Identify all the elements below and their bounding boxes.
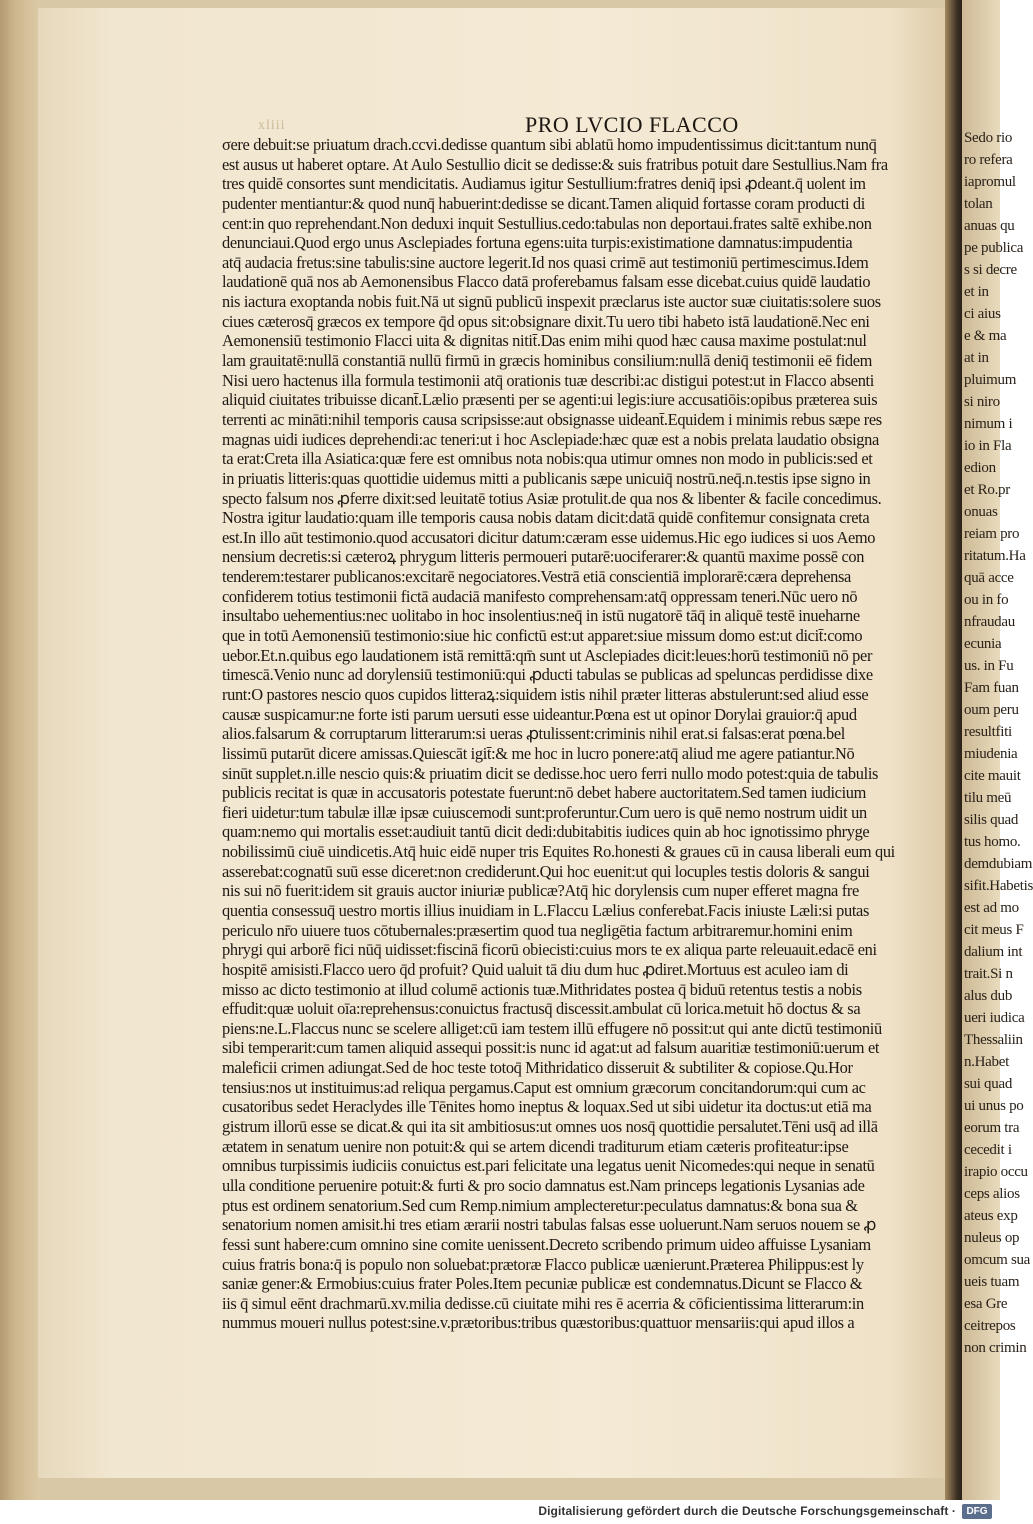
page-stack-edge bbox=[0, 0, 40, 1500]
text-line: effudit:quæ uoluit oīa:reprehensus:conuictus fractusq̄ discessit.ambulat cū lorica.metuit hō doctus & sa bbox=[222, 999, 861, 1019]
facing-page-fragment: irapio occu bbox=[964, 1164, 1028, 1180]
facing-page-fragment: ro refera bbox=[964, 152, 1013, 168]
text-line: omnibus turpissimis iudiciis conuictus est.pari felicitate una legatus uenit Nicomedes:qui neque in senatū bbox=[222, 1156, 875, 1176]
text-line: cuius fratris bona:q̄ is populo non soluebat:prætoræ Flacco publicæ uænierunt.Præterea Philippus:est ly bbox=[222, 1254, 864, 1274]
text-line: iis q̄ simul eēnt drachmarū.xv.milia dedisse.cū ciuitate mihi res ē acerria & cōficientissima litterarum:in bbox=[222, 1293, 864, 1313]
folio-show-through: xliii bbox=[258, 118, 286, 133]
text-line: pudenter mentiantur:& quod nunq̄ habuerint:dedisse se dicant.Tamen aliquid fortasse coram producti di bbox=[222, 193, 865, 213]
facing-page-fragment: trait.Si n bbox=[964, 966, 1013, 982]
facing-page-fragment: alus dub bbox=[964, 988, 1013, 1004]
facing-page-fragment: demdubiam bbox=[964, 856, 1033, 872]
facing-page-fragment: sui quad bbox=[964, 1076, 1013, 1092]
facing-page-fragment: miudenia bbox=[964, 746, 1018, 762]
text-line: tres quidē consortes sunt mendicitatis. Audiamus igitur Sestullium:fratres deniq̄ ipsi ꝓdeant.q̄ uolent im bbox=[222, 174, 866, 194]
facing-page-fragment: io in Fla bbox=[964, 438, 1012, 454]
facing-page-fragment: tilu meū bbox=[964, 790, 1012, 806]
text-line: causæ suspicamur:ne forte isti parum uersuti esse uideantur.Pœna est ut opinor Dorylai grauior:q̄ apud bbox=[222, 704, 857, 724]
text-line: lam grauitatē:nullā constantiā nullū firmū in græcis hominibus consilium:nullā deniq̄ testimonii eē fidem bbox=[222, 351, 873, 371]
text-line: tensius:nos ut instituimus:ad reliqua pergamus.Caput est omnium græcorum concitandorum:qui cum ac bbox=[222, 1077, 866, 1097]
facing-page-fragment: n.Habet bbox=[964, 1054, 1009, 1070]
facing-page-fragment: ueri iudica bbox=[964, 1010, 1025, 1026]
facing-page-fragment: Sedo rio bbox=[964, 130, 1013, 146]
text-line: Nostra igitur laudatio:quam ille temporis causa nobis datam dicit:datā quidē confitemur consignata creta bbox=[222, 508, 870, 528]
facing-page-fragment: onuas bbox=[964, 504, 998, 520]
text-line: nis sui nō fuerit:idem sit grauis auctor iniuriæ publicæ?Atq̄ hic dorylensis cum nuper efferet magna fre bbox=[222, 881, 859, 901]
text-line: periculo nr̄o uiuere tuos cōtubernales:præsertim quod tua negligētia factum arbitraremur.homini enim bbox=[222, 920, 853, 940]
text-line: σere debuit:se priuatum drach.ccvi.dedisse quantum sibi ablatū homo impudentissimus dicit:tantum nunq̄ bbox=[222, 135, 877, 154]
facing-page-fragment: e & ma bbox=[964, 328, 1007, 344]
facing-page-fragment: non crimin bbox=[964, 1340, 1027, 1356]
facing-page-fragment: ui unus po bbox=[964, 1098, 1024, 1114]
facing-page-fragment: at in bbox=[964, 350, 989, 366]
text-line: Nisi uero hactenus illa formula testimonii atq̄ orationis tuæ describi:ac distigui potest:ut in Flacco absenti bbox=[222, 370, 874, 390]
facing-page-edge bbox=[962, 0, 1033, 1500]
facing-page-fragment: nfraudau bbox=[964, 614, 1015, 630]
text-line: piens:ne.L.Flaccus nunc se scelere alliget:cū iam testem illū effugere nō possit:ut qui ante dictū testimoniū bbox=[222, 1018, 882, 1038]
facing-page-fragment: ci aius bbox=[964, 306, 1001, 322]
text-line: terrenti ac mināti:nihil temporis causa scripsisse:aut obsignasse uideant̄.Equidem i minimis rebus sæpe res bbox=[222, 409, 882, 429]
facing-page-fragment: cite mauit bbox=[964, 768, 1021, 784]
facing-page-fragment: ou in fo bbox=[964, 592, 1009, 608]
facing-page-fragment: pluimum bbox=[964, 372, 1017, 388]
text-line: que in totū Aemonensiū testimonio:siue hic confictū est:ut apparet:siue missum domo est:ut dicit̄:como bbox=[222, 626, 863, 646]
text-line: fieri uidetur:tum tabulæ illæ ipsæ cuiuscemodi sunt:proferuntur.Cum uero is quē nemo nostrum uidit un bbox=[222, 802, 867, 822]
facing-page-fragment: ecunia bbox=[964, 636, 1002, 652]
text-line: publicis recitat is quæ in accusatoris potestate fuerunt:nō debet habere auctoritatem.Sed tamen iudicium bbox=[222, 783, 867, 803]
facing-page-fragment: iapromul bbox=[964, 174, 1016, 190]
text-line: tenderem:testarer publicanos:excitarē negociatores.Vestrā etiā conscientiā implorarē:cæra deprehensa bbox=[222, 567, 851, 587]
facing-page-fragment: et Ro.pr bbox=[964, 482, 1010, 498]
text-line: runt:O pastores nescio quos cupidos litteraꝝ:siquidem istis nihil præter litteras abstulerunt:sed aliud esse bbox=[222, 684, 869, 704]
facing-page-fragment: et in bbox=[964, 284, 989, 300]
facing-page-fragment: Fam fuan bbox=[964, 680, 1019, 696]
text-line: sinūt supplet.n.ille nescio quis:& priuatim dicit se dedisse.hoc uero ferri nullo modo potest:quia de tabulis bbox=[222, 763, 879, 783]
text-line: denunciaui.Quod ergo unus Asclepiades fortuna egens:uita turpis:existimatione damnatus:impudentia bbox=[222, 233, 853, 253]
facing-page-fragment: eorum tra bbox=[964, 1120, 1020, 1136]
dfg-logo: DFG bbox=[962, 1504, 992, 1519]
facing-page-fragment: pe publica bbox=[964, 240, 1024, 256]
facing-page-fragment: us. in Fu bbox=[964, 658, 1014, 674]
text-line: Aemonensiū testimonio Flacci uita & dignitas nitit̄.Das enim mihi quod hæc causa maxime postulat:nul bbox=[222, 331, 867, 351]
facing-page-fragment: dalium int bbox=[964, 944, 1023, 960]
facing-page-fragment: est ad mo bbox=[964, 900, 1019, 916]
facing-page-fragment: cecedit i bbox=[964, 1142, 1012, 1158]
facing-page-fragment: Thessaliin bbox=[964, 1032, 1023, 1048]
facing-page-fragment: esa Gre bbox=[964, 1296, 1008, 1312]
facing-page-fragment: anuas qu bbox=[964, 218, 1015, 234]
text-line: ulla conditione peruenire potuit:& furti & pro socio damnatus est.Nam princeps legationis Lysanias ade bbox=[222, 1175, 865, 1195]
text-line: quam:nemo qui mortalis esset:audiuit tantū dicit dedi:dubitabitis iudices quin ab hoc ignotissimo phryge bbox=[222, 822, 870, 842]
text-line: nummus moueri nullus potest:sine.v.prætoribus:tribus quæstoribus:quattuor mensariis:qui apud illos a bbox=[222, 1313, 855, 1333]
facing-page-fragment: ateus exp bbox=[964, 1208, 1018, 1224]
text-line: in priuatis litteris:quas quottidie uidemus mitti a publicanis sæpe unicuiq̄ nostrū.neq̄.n.testis ipse signo in bbox=[222, 468, 871, 488]
text-line: ciues cæterosq̄ græcos ex tempore q̄d opus sit:obsignare dixit.Tu uero tibi habeto istā laudationē.Nec eni bbox=[222, 311, 870, 331]
text-line: aliquid ciuitates tribuisse dicant̄.Lælio præsenti per se agenti:ui legis:iure accusatiōis:opibus præterea suis bbox=[222, 390, 878, 410]
text-line: est ausus ut haberet optare. At Aulo Sestullio dicit se dedisse:& suis fratribus potuit dare Sestullius.Nam fra bbox=[222, 154, 888, 174]
facing-page-fragment: si niro bbox=[964, 394, 1000, 410]
running-head: PRO LVCIO FLACCO bbox=[525, 112, 739, 137]
footer-bar bbox=[0, 1500, 1000, 1524]
text-line: ætatem in senatum uenire non potuit:& qui se artem dicendi traditurum etiam cæteris profiteatur:ipse bbox=[222, 1136, 849, 1156]
facing-page-fragment: nuleus op bbox=[964, 1230, 1020, 1246]
facing-page-fragment: s si decre bbox=[964, 262, 1017, 278]
facing-page-fragment: oum peru bbox=[964, 702, 1019, 718]
text-line: cent:in quo reprehendant.Non deduxi inquit Sestullius.cedo:tabulas non deportaui.frates saltē exhibe.non bbox=[222, 213, 872, 233]
facing-page-fragment: sifit.Habetis bbox=[964, 878, 1033, 894]
facing-page-fragment: quā acce bbox=[964, 570, 1014, 586]
text-line: laudationē quā nos ab Aemonensibus Flacco datā proferebamus falsam esse dicebat.cuius quidē laudatio bbox=[222, 272, 871, 292]
facing-page-fragment: ueis tuam bbox=[964, 1274, 1020, 1290]
facing-page-fragment: resultfiti bbox=[964, 724, 1012, 740]
facing-page-fragment: ceps alios bbox=[964, 1186, 1020, 1202]
text-line: magnas uidi iudices deprehendi:ac teneri:ut i hoc Asclepiade:hæc quæ est a nobis prelata laudatio obsigna bbox=[222, 429, 879, 449]
text-line: fessi sunt habere:cum omnino sine comite uenissent.Decreto scribendo primum uideo affuisse Lysaniam bbox=[222, 1234, 871, 1254]
facing-page-fragment: omcum sua bbox=[964, 1252, 1031, 1268]
text-line: atq̄ audacia fretus:sine tabulis:sine auctore legerit.Id nos quasi crimē aut testimoniū pertimescimus.Idem bbox=[222, 252, 869, 272]
text-line: nobilissimū ciuē uindicetis.Atq̄ huic eidē nuper tris Equites Ro.honesti & graues cū in causa liberali eum qui bbox=[222, 842, 895, 862]
facing-page-fragment: tus homo. bbox=[964, 834, 1021, 850]
text-line: alios.falsarum & corruptarum litterarum:si ueras ꝓtulissent:criminis nihil erat.si falsas:erat pœna.bel bbox=[222, 724, 845, 744]
text-line: ptus est ordinem senatorium.Sed cum Remp.nimium amplecteretur:peculatus damnatus:& bona sua & bbox=[222, 1195, 858, 1215]
text-block bbox=[222, 135, 930, 1333]
facing-page-fragment: cit meus F bbox=[964, 922, 1024, 938]
text-line: hospitē amisisti.Flacco uero q̄d profuit? Quid ualuit tā diu dum huc ꝓdiret.Mortuus est aculeo iam di bbox=[222, 959, 849, 979]
text-line: uebor.Et.n.quibus ego laudationem istā remittā:qm̄ sunt ut Asclepiades dicit:leues:horū testimoniū nō per bbox=[222, 645, 873, 665]
text-line: lissimū putarūt dicere amissas.Quiescāt igit̄:& me hoc in lucro ponere:atq̄ aliud me agere patiantur.Nō bbox=[222, 743, 855, 763]
text-line: est.In illo aūt testimonio.quod accusatori dicitur datum:cæram esse uidemus.Hic ego iudices si uos Aemo bbox=[222, 527, 876, 547]
facing-page-fragment: ritatum.Ha bbox=[964, 548, 1026, 564]
text-line: gistrum illorū esse se dicat.& qui ita sit ambitiosus:ut omnes uos nosq̄ quottidie persalutet.Tēni usq̄ ad illā bbox=[222, 1117, 878, 1137]
facing-page-fragment: reiam pro bbox=[964, 526, 1020, 542]
funding-notice: Digitalisierung gefördert durch die Deutsche Forschungsgemeinschaft · bbox=[538, 1504, 956, 1518]
text-line: saniæ gener:& Ermobius:cuius frater Poles.Item pecuniæ publicæ est condemnatus.Dicunt se Flacco & bbox=[222, 1274, 863, 1294]
text-line: confiderem totius testimonii fictā audaciā manifesto comprehensam:atq̄ oppressam teneri.Nūc uero nō bbox=[222, 586, 858, 606]
text-line: phrygi qui arborē fici nūq̄ uidisset:fiscinā ficorū obiecisti:cuius mors te ex aliqua parte releuauit.edacē eni bbox=[222, 940, 877, 960]
text-line: nis iactura exoptanda nobis fuit.Nā ut signū publicū inspexit præclarus iste auctor suæ ciuitatis:solere suos bbox=[222, 292, 881, 312]
text-line: insultabo uehementius:nec uolitabo in hoc insolentius:neq̄ in istū nugatorē tāq̄ in aliquē testē inueharne bbox=[222, 606, 860, 626]
facing-page-fragment: edion bbox=[964, 460, 996, 476]
text-line: misso ac dicto testimonio at illud columē actionis tuæ.Mithridates postea q̄ biduū retentus testis a nobis bbox=[222, 979, 862, 999]
text-line: specto falsum nos ꝓferre dixit:sed leuitatē totius Asiæ protulit.de qua nos & libenter & facile concedimus. bbox=[222, 488, 882, 508]
facing-page-fragment: tolan bbox=[964, 196, 993, 212]
text-line: asserebat:cognatū suū esse diceret:non crediderunt.Qui hoc euenit:ut qui locuples testis doloris & sangui bbox=[222, 861, 870, 881]
text-line: nensium decretis:si cæteroꝝ phrygum litteris permoueri putarē:uociferarer:& quantū maxime possē con bbox=[222, 547, 865, 567]
facing-page-fragment: nimum i bbox=[964, 416, 1013, 432]
text-line: senatorium nomen amisit.hi tres etiam ærarii nostri tabulas falsas esse uoluerunt.Nam seruos nouem se ꝓ bbox=[222, 1215, 876, 1235]
text-line: cusatoribus sedet Heraclydes ille Tēnites homo ineptus & loquax.Sed ut sibi uidetur ita doctus:ut etiā ma bbox=[222, 1097, 872, 1117]
text-line: timescā.Venio nunc ad dorylensiū testimoniū:qui ꝓducti tabulas se publicas ad speluncas perdidisse dixe bbox=[222, 665, 873, 685]
text-line: sibi temperarit:cum tamen aliquid assequi possit:is nunc id agat:ut ad falsum auaritiæ testimoniū:uerum et bbox=[222, 1038, 880, 1058]
facing-page-fragment: silis quad bbox=[964, 812, 1019, 828]
facing-page-fragment: ceitrepos bbox=[964, 1318, 1016, 1334]
text-line: quentia consessuq̄ uestro mortis illius inuidiam in L.Flaccu Lælius conferebat.Facis iniuste Læli:si putas bbox=[222, 900, 870, 920]
text-line: maleficii crimen adiungat.Sed de hoc teste totoq̄ Mithridatico disseruit & subtiliter & copiose.Qu.Hor bbox=[222, 1058, 853, 1078]
text-line: ta erat:Creta illa Asiatica:quæ fere est omnibus nota nobis:qua utimur omnes non modo in publicis:sed et bbox=[222, 449, 873, 469]
